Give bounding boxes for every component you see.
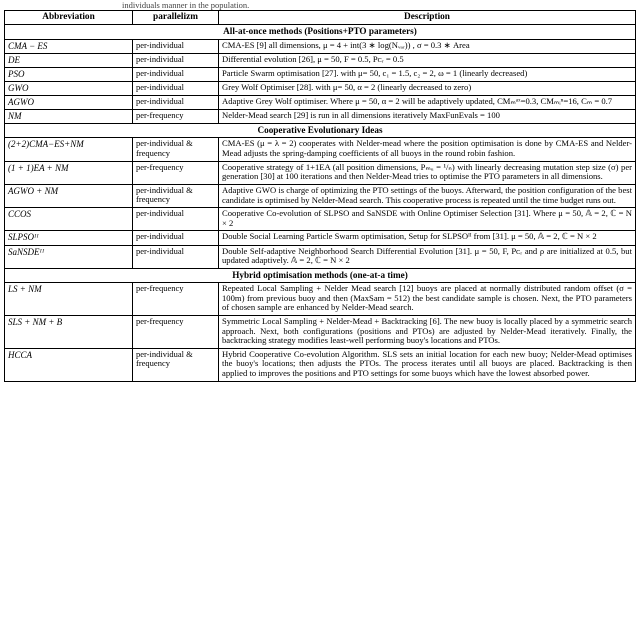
- table-row: [5, 348, 636, 381]
- table-row: [5, 67, 636, 81]
- section-title: Hybrid optimisation methods (one-at-a time): [5, 268, 636, 282]
- section-header-row: [5, 124, 636, 138]
- cell-description: Double Social Learning Particle Swarm optimisation, Setup for SLPSOᴵᴵ from [31]. μ = 50, 𝔸 = 2, ℂ = N × 2: [219, 231, 636, 245]
- cell-description: Symmetric Local Sampling + Nelder-Mead + Backtracking [6]. The new buoy is locally placed by a symmetric search approach. Next, both configurations (positions and PTOs) are adjusted by Nelder-Mead iteratively. Finally, the backtracking strategy modifies least-well performing buoy's locations and PTOs.: [219, 315, 636, 348]
- table-row: [5, 81, 636, 95]
- cell-parallelizm: per-frequency: [133, 161, 219, 184]
- table-row: [5, 96, 636, 110]
- cell-parallelizm: per-individual: [133, 67, 219, 81]
- cell-description: Repeated Local Sampling + Nelder Mead search [12] buoys are placed at normally distributed random offset (σ = 100m) from previous buoy and then (MaxSam = 512) the best candidate sample is chosen. Next, the PTO parameters of chosen sample are enhanced by Nelder-Mead search.: [219, 283, 636, 316]
- table-row: [5, 245, 636, 268]
- cell-description: Differential evolution [26], μ = 50, F = 0.5, Pᴄᵣ = 0.5: [219, 53, 636, 67]
- column-header-parallelizm: parallelizm: [133, 11, 219, 25]
- cell-abbreviation: SLPSOᴵᴵ: [5, 231, 133, 245]
- table-row: [5, 138, 636, 161]
- section-title: Cooperative Evolutionary Ideas: [5, 124, 636, 138]
- cell-abbreviation: (1 + 1)EA + NM: [5, 161, 133, 184]
- cell-abbreviation: LS + NM: [5, 283, 133, 316]
- cell-parallelizm: per-individual: [133, 245, 219, 268]
- cell-parallelizm: per-individual: [133, 96, 219, 110]
- cell-abbreviation: HCCA: [5, 348, 133, 381]
- cell-abbreviation: AGWO: [5, 96, 133, 110]
- section-title: All-at-once methods (Positions+PTO parameters): [5, 25, 636, 39]
- table-row: [5, 208, 636, 231]
- cell-parallelizm: per-individual & frequency: [133, 184, 219, 207]
- cell-description: CMA-ES (μ = λ = 2) cooperates with Nelder-mead where the position optimisation is done by CMA-ES and Nelder-Mead adjusts the spring-damping coefficients of all buoys in the round robin fashion.: [219, 138, 636, 161]
- cell-parallelizm: per-individual & frequency: [133, 348, 219, 381]
- table-row: [5, 283, 636, 316]
- cell-parallelizm: per-individual: [133, 231, 219, 245]
- cell-parallelizm: per-individual: [133, 53, 219, 67]
- cell-abbreviation: SaNSDEᴵᴵ: [5, 245, 133, 268]
- cell-abbreviation: CCOS: [5, 208, 133, 231]
- table-row: [5, 315, 636, 348]
- section-header-row: [5, 268, 636, 282]
- cell-abbreviation: DE: [5, 53, 133, 67]
- cell-parallelizm: per-individual & frequency: [133, 138, 219, 161]
- table-row: [5, 110, 636, 124]
- column-header-abbreviation: Abbreviation: [5, 11, 133, 25]
- cell-description: CMA-ES [9] all dimensions, μ = 4 + int(3 ∗ log(Nᵥₐᵣ)) , σ = 0.3 ∗ Area: [219, 39, 636, 53]
- cell-description: Nelder-Mead search [29] is run in all dimensions iteratively MaxFunEvals = 100: [219, 110, 636, 124]
- table-row: [5, 53, 636, 67]
- cell-description: Hybrid Cooperative Co-evolution Algorithm. SLS sets an initial location for each new buoy; Nelder-Mead optimises the buoy's locations; then adjusts the PTOs. The process iterates until all buoys are placed. Backtracking is then applied to improves the positions and PTO settings for some buoys which have the lowest absorbed power.: [219, 348, 636, 381]
- cell-description: Particle Swarm optimisation [27]. with μ= 50, c₁ = 1.5, c₂ = 2, ω = 1 (linearly decreased): [219, 67, 636, 81]
- cut-off-text-line: individuals manner in the population.: [122, 0, 250, 10]
- cell-description: Adaptive GWO is charge of optimizing the PTO settings of the buoys. Afterward, the position configuration of the best candidate is optimised by Nelder-Mead search. This cooperative process is repeated until the time budget runs out.: [219, 184, 636, 207]
- methods-table: [4, 10, 636, 382]
- table-row: [5, 184, 636, 207]
- cell-description: Cooperative Co-evolution of SLPSO and SaNSDE with Online Optimiser Selection [31]. Where μ = 50, 𝔸 = 2, ℂ = N × 2: [219, 208, 636, 231]
- table-header: [5, 11, 636, 25]
- cell-parallelizm: per-frequency: [133, 110, 219, 124]
- table-row: [5, 39, 636, 53]
- table-header-row: [5, 11, 636, 25]
- cell-parallelizm: per-individual: [133, 208, 219, 231]
- cell-abbreviation: PSO: [5, 67, 133, 81]
- table-row: [5, 161, 636, 184]
- cell-parallelizm: per-individual: [133, 39, 219, 53]
- table-row: [5, 231, 636, 245]
- column-header-description: Description: [219, 11, 636, 25]
- cell-description: Adaptive Grey Wolf optimiser. Where μ = 50, α = 2 will be adaptively updated, CMₘᵃˣ=0.3, CMₘᵢⁿ=16, Cₘ = 0.7: [219, 96, 636, 110]
- cell-parallelizm: per-frequency: [133, 283, 219, 316]
- cell-description: Double Self-adaptive Neighborhood Search Differential Evolution [31]. μ = 50, F, Pᴄᵣ and ρ are initialized at 0.5, but updated adaptively. 𝔸 = 2, ℂ = N × 2: [219, 245, 636, 268]
- cell-parallelizm: per-individual: [133, 81, 219, 95]
- cell-description: Grey Wolf Optimiser [28]. with μ= 50, α = 2 (linearly decreased to zero): [219, 81, 636, 95]
- cell-abbreviation: NM: [5, 110, 133, 124]
- cell-abbreviation: AGWO + NM: [5, 184, 133, 207]
- section-header-row: [5, 25, 636, 39]
- cell-abbreviation: SLS + NM + B: [5, 315, 133, 348]
- cell-abbreviation: (2+2)CMA−ES+NM: [5, 138, 133, 161]
- cell-description: Cooperative strategy of 1+1EA (all position dimensions, Pₘᵤ = ¹/ₙ) with linearly decreasing mutation step size (σ) per generation [30] at 100 iterations and then Nelder-Mead tries to optimise the PTO parameters in all dimensions.: [219, 161, 636, 184]
- cell-parallelizm: per-frequency: [133, 315, 219, 348]
- cell-abbreviation: CMA − ES: [5, 39, 133, 53]
- cell-abbreviation: GWO: [5, 81, 133, 95]
- table-body: [5, 25, 636, 381]
